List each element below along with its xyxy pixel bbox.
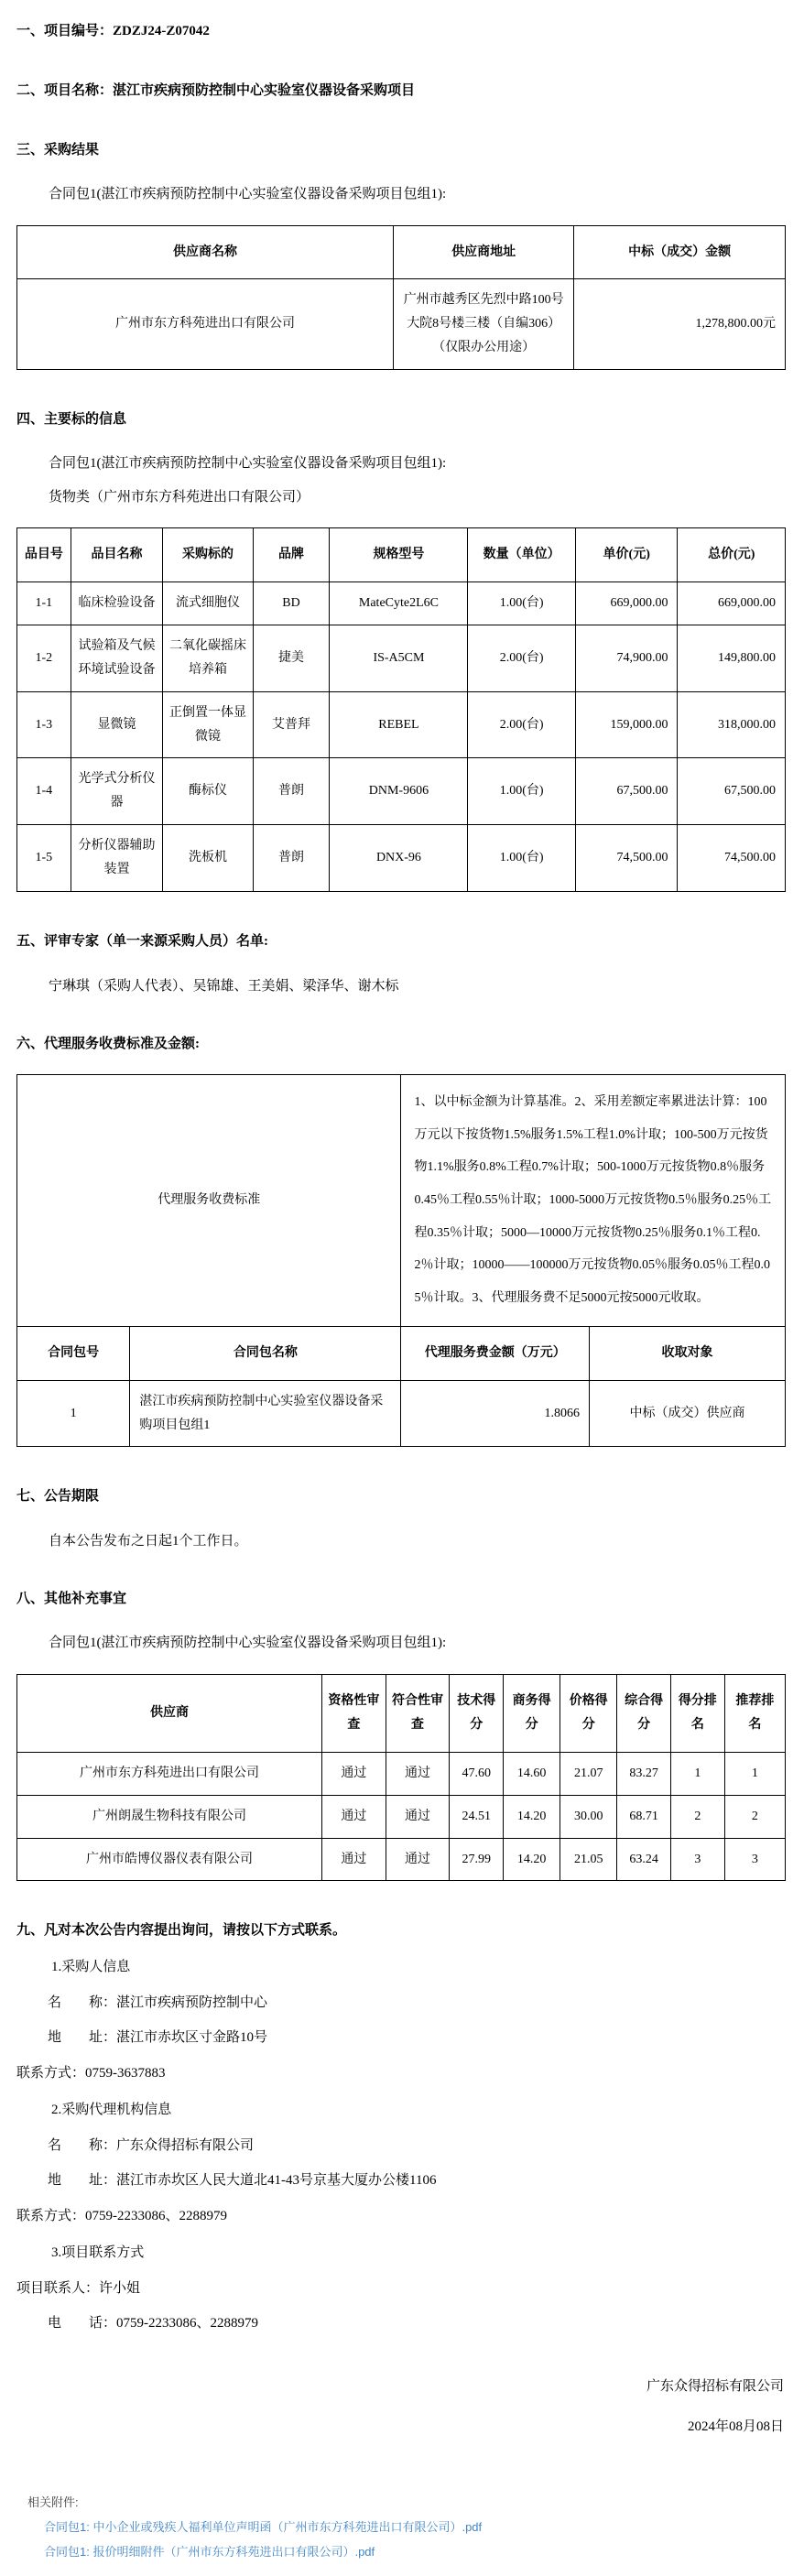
contact-section-heading: 九、凡对本次公告内容提出询问，请按以下方式联系。 [16,1923,347,1939]
table-header-row [17,225,786,279]
agency-info-title: 2.采购代理机构信息 [51,2103,172,2118]
table-row [17,582,786,625]
review-experts-list: 宁琳琪（采购人代表）、吴锦雄、王美娟、梁泽华、谢木标 [49,978,399,994]
table-row [17,758,786,825]
procurement-target: 酶标仪 [163,758,253,825]
fee-standard-label: 代理服务收费标准 [17,1074,401,1326]
supplier: 广州市东方科苑进出口有限公司 [17,1752,322,1795]
overall-score: 68.71 [617,1795,671,1838]
score-rank: 1 [670,1752,724,1795]
agency-fee-table [16,1074,786,1447]
package-name: 湛江市疾病预防控制中心实验室仪器设备采购项目包组1 [130,1380,401,1447]
attachment-link-declaration-pdf[interactable]: 合同包1: 中小企业或残疾人福利单位声明函（广州市东方科苑进出口有限公司）.pdf [44,2519,483,2534]
procurement-target: 正倒置一体显微镜 [163,691,253,758]
unit-price: 67,500.00 [575,758,678,825]
brand: 捷美 [253,625,330,691]
fee-standard-text: 1、以中标金额为计算基准。2、采用差额定率累进法计算：100万元以下按货物1.5%服务1.5%工程1.0%计取；100-500万元按货物1.1%服务0.8%工程0.7%计取；500-1000万元按货物0.8％服务0.45％工程0.55％计取；1000-5000万元按货物0.5％服务0.25％工程0.35％计取；5000—10000万元按货物0.25％服务0.1％工程0.2％计取；10000——100000万元按货物0.05％服务0.05％工程0.05％计取。3、代理服务费不足5000元按5000元收取。 [401,1074,786,1326]
col-qualification-review: 资格性审查 [322,1674,386,1752]
item-no: 1-4 [17,758,71,825]
subject-category-note: 货物类（广州市东方科苑进出口有限公司） [49,489,310,505]
project-number-heading: 一、项目编号：ZDZJ24-Z07042 [16,24,210,38]
table-row [17,279,786,370]
supplier-name: 广州市东方科苑进出口有限公司 [17,279,394,370]
project-contact-phone: 电 话：0759-2233086、2288979 [48,2316,258,2331]
announcement-period-heading: 七、公告期限 [16,1489,100,1505]
model: REBEL [330,691,468,758]
table-row [17,691,786,758]
brand: 艾普拜 [253,691,330,758]
unit-price: 74,900.00 [575,625,678,691]
col-supplier-name: 供应商名称 [17,225,394,279]
table-header-row [17,528,786,582]
procurement-target: 二氧化碳摇床培养箱 [163,625,253,691]
purchaser-contact: 联系方式：0759-3637883 [16,2065,166,2081]
business-score: 14.20 [504,1838,560,1881]
conformity-review: 通过 [386,1838,450,1881]
table-row [17,1795,786,1838]
award-amount: 1,278,800.00元 [574,279,786,370]
col-unit-price: 单价(元) [575,528,678,582]
table-row [17,1752,786,1795]
col-score-rank: 得分排名 [670,1674,724,1752]
col-conformity-review: 符合性审查 [386,1674,450,1752]
col-fee-payer: 收取对象 [590,1326,786,1380]
purchaser-info-title: 1.采购人信息 [51,1960,131,1975]
total-price: 149,800.00 [678,625,786,691]
col-business-score: 商务得分 [504,1674,560,1752]
related-attachments [16,2493,786,2576]
business-score: 14.60 [504,1752,560,1795]
price-score: 21.07 [560,1752,617,1795]
table-row [17,1838,786,1881]
procurement-result-heading: 三、采购结果 [16,143,100,158]
fee-amount: 1.8066 [401,1380,590,1447]
col-procurement-target: 采购标的 [163,528,253,582]
total-price: 318,000.00 [678,691,786,758]
brand: 普朗 [253,758,330,825]
supplier-address: 广州市越秀区先烈中路100号大院8号楼三楼（自编306）（仅限办公用途） [394,279,574,370]
score-rank: 3 [670,1838,724,1881]
supplier: 广州朗晟生物科技有限公司 [17,1795,322,1838]
unit-price: 74,500.00 [575,825,678,892]
signature-date: 2024年08月08日 [687,2419,784,2435]
project-name-heading: 二、项目名称：湛江市疾病预防控制中心实验室仪器设备采购项目 [16,83,416,98]
signature-company: 广东众得招标有限公司 [646,2378,784,2394]
agency-fee-heading: 六、代理服务收费标准及金额: [16,1036,200,1051]
agency-contact: 联系方式：0759-2233086、2288979 [16,2208,227,2223]
overall-score: 63.24 [617,1838,671,1881]
item-name: 分析仪器辅助装置 [71,825,163,892]
qualification-review: 通过 [322,1752,386,1795]
review-experts-heading: 五、评审专家（单一来源采购人员）名单: [16,933,268,949]
price-score: 21.05 [560,1838,617,1881]
supplementary-heading: 八、其他补充事宜 [16,1592,127,1607]
subject-items-table [16,527,786,892]
model: MateCyte2L6C [330,582,468,625]
supplier-score-table [16,1674,786,1881]
agency-name: 名 称：广东众得招标有限公司 [48,2137,255,2153]
item-no: 1-3 [17,691,71,758]
recommend-rank: 1 [724,1752,785,1795]
col-brand: 品牌 [253,528,330,582]
col-supplier: 供应商 [17,1674,322,1752]
table-row [17,1074,786,1326]
score-rank: 2 [670,1795,724,1838]
table-row [17,825,786,892]
unit-price: 159,000.00 [575,691,678,758]
total-price: 669,000.00 [678,582,786,625]
qualification-review: 通过 [322,1838,386,1881]
col-item-name: 品目名称 [71,528,163,582]
package-no: 1 [17,1380,130,1447]
technical-score: 27.99 [450,1838,504,1881]
procurement-result-table [16,225,786,371]
procurement-target: 流式细胞仪 [163,582,253,625]
col-award-amount: 中标（成交）金额 [574,225,786,279]
col-item-no: 品目号 [17,528,71,582]
result-package-note: 合同包1(湛江市疾病预防控制中心实验室仪器设备采购项目包组1): [49,187,447,201]
col-price-score: 价格得分 [560,1674,617,1752]
table-row [17,1380,786,1447]
quantity: 1.00(台) [468,582,575,625]
table-row [17,625,786,691]
col-fee-amount: 代理服务费金额（万元） [401,1326,590,1380]
supplier: 广州市皓博仪器仪表有限公司 [17,1838,322,1881]
col-package-no: 合同包号 [17,1326,130,1380]
project-contact-title: 3.项目联系方式 [51,2245,145,2261]
subject-package-note: 合同包1(湛江市疾病预防控制中心实验室仪器设备采购项目包组1): [49,456,447,472]
overall-score: 83.27 [617,1752,671,1795]
item-name: 试验箱及气候环境试验设备 [71,625,163,691]
main-subject-heading: 四、主要标的信息 [16,412,127,428]
purchaser-address: 地 址：湛江市赤坎区寸金路10号 [48,2030,268,2046]
attachment-link-quotation-pdf[interactable]: 合同包1: 报价明细附件（广州市东方科苑进出口有限公司）.pdf [44,2544,375,2559]
recommend-rank: 3 [724,1838,785,1881]
recommend-rank: 2 [724,1795,785,1838]
supplementary-package-note: 合同包1(湛江市疾病预防控制中心实验室仪器设备采购项目包组1): [49,1636,447,1651]
quantity: 2.00(台) [468,625,575,691]
item-no: 1-2 [17,625,71,691]
model: IS-A5CM [330,625,468,691]
item-name: 显微镜 [71,691,163,758]
total-price: 74,500.00 [678,825,786,892]
col-recommend-rank: 推荐排名 [724,1674,785,1752]
item-no: 1-5 [17,825,71,892]
agency-address: 地 址：湛江市赤坎区人民大道北41-43号京基大厦办公楼1106 [48,2173,437,2189]
announcement-period-text: 自本公告发布之日起1个工作日。 [49,1534,248,1549]
total-price: 67,500.00 [678,758,786,825]
price-score: 30.00 [560,1795,617,1838]
quantity: 1.00(台) [468,758,575,825]
col-total-price: 总价(元) [678,528,786,582]
col-supplier-address: 供应商地址 [394,225,574,279]
purchaser-name: 名 称：湛江市疾病预防控制中心 [48,1994,268,2010]
col-overall-score: 综合得分 [617,1674,671,1752]
item-no: 1-1 [17,582,71,625]
fee-payer: 中标（成交）供应商 [590,1380,786,1447]
col-technical-score: 技术得分 [450,1674,504,1752]
model: DNM-9606 [330,758,468,825]
col-quantity: 数量（单位） [468,528,575,582]
procurement-target: 洗板机 [163,825,253,892]
attachments-label: 相关附件: [27,2494,79,2509]
model: DNX-96 [330,825,468,892]
item-name: 光学式分析仪器 [71,758,163,825]
col-model: 规格型号 [330,528,468,582]
technical-score: 47.60 [450,1752,504,1795]
quantity: 1.00(台) [468,825,575,892]
quantity: 2.00(台) [468,691,575,758]
unit-price: 669,000.00 [575,582,678,625]
business-score: 14.20 [504,1795,560,1838]
table-header-row [17,1674,786,1752]
conformity-review: 通过 [386,1752,450,1795]
table-header-row [17,1326,786,1380]
brand: BD [253,582,330,625]
item-name: 临床检验设备 [71,582,163,625]
conformity-review: 通过 [386,1795,450,1838]
signature-block [16,2376,786,2438]
brand: 普朗 [253,825,330,892]
project-contact-person: 项目联系人：许小姐 [16,2280,141,2296]
qualification-review: 通过 [322,1795,386,1838]
col-package-name: 合同包名称 [130,1326,401,1380]
technical-score: 24.51 [450,1795,504,1838]
